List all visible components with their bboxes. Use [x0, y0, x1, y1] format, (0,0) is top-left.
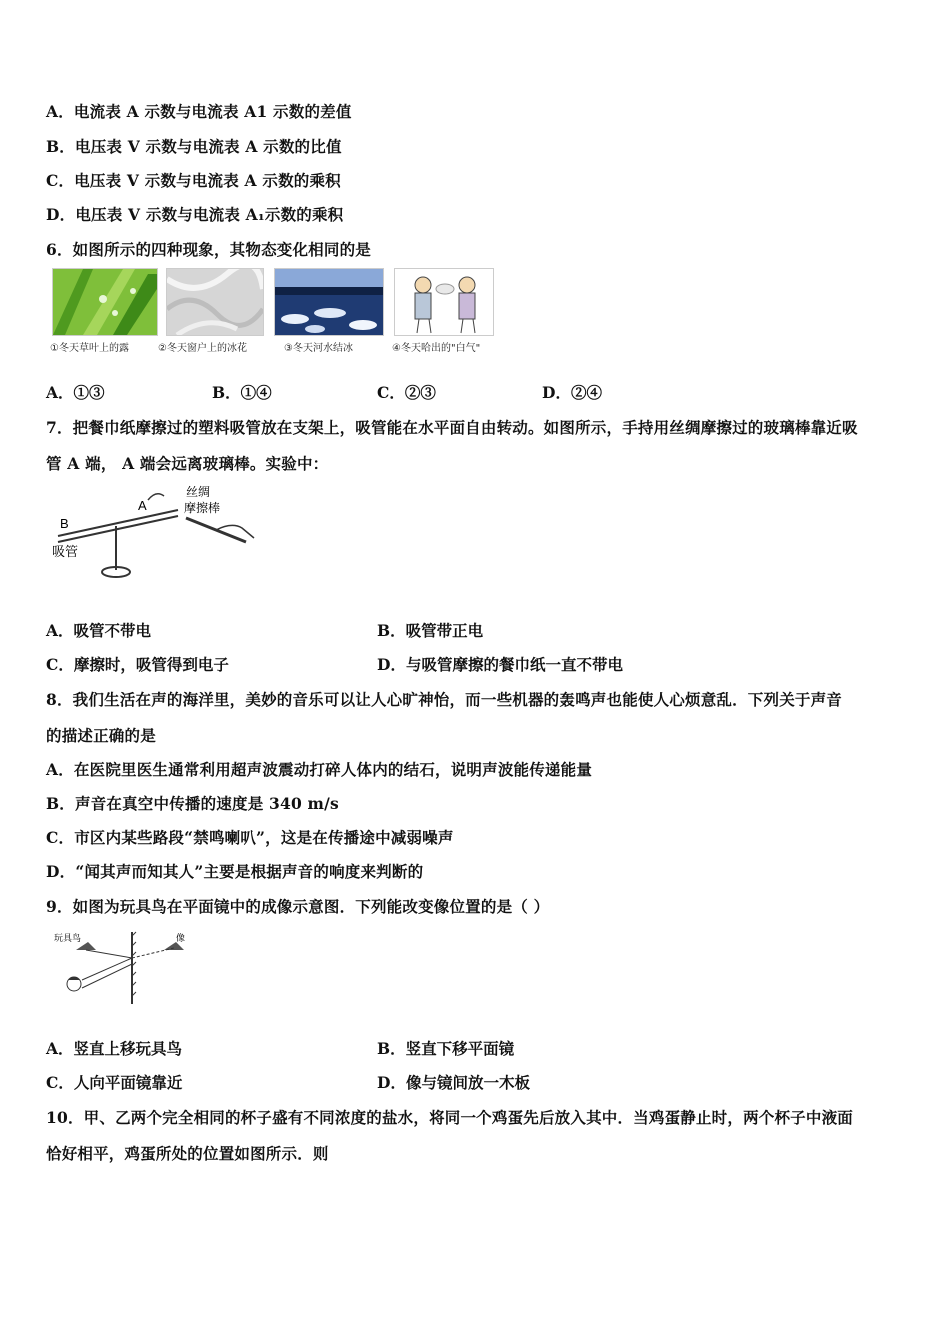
q6-option-b: B．①④	[212, 383, 272, 402]
river-ice-image	[274, 268, 384, 336]
q6-option-d: D．②④	[542, 383, 602, 402]
window-frost-image	[166, 268, 264, 336]
q7-stem-line2: 管 A 端， A 端会远离玻璃棒。实验中：	[46, 454, 329, 473]
q9-mirror-figure	[46, 928, 190, 1008]
label-toy-bird: 玩具鸟	[54, 934, 82, 944]
q9-stem: 9．如图为玩具鸟在平面镜中的成像示意图．下列能改变像位置的是（ ）	[46, 897, 550, 916]
q7-option-d: D．与吸管摩擦的餐巾纸一直不带电	[377, 655, 623, 674]
q9-option-a: A．竖直上移玩具鸟	[46, 1039, 183, 1058]
q8-option-b: B．声音在真空中传播的速度是 340 m/s	[46, 794, 339, 813]
q10-stem-line2: 恰好相平，鸡蛋所处的位置如图所示．则	[46, 1144, 329, 1163]
q6-stem: 6．如图所示的四种现象，其物态变化相同的是	[46, 240, 371, 259]
q8-stem-line2: 的描述正确的是	[46, 726, 156, 745]
caption-2: ②冬天窗户上的冰花	[158, 343, 247, 354]
caption-1: ①冬天草叶上的露	[50, 343, 129, 354]
q9-option-d: D．像与镜间放一木板	[377, 1073, 530, 1092]
caption-3: ③冬天河水结冰	[284, 343, 353, 354]
q7-straw-figure	[46, 484, 260, 588]
dew-grass-image	[52, 268, 158, 336]
q5-option-b: B．电压表 V 示数与电流表 A 示数的比值	[46, 137, 342, 156]
q5-option-c: C．电压表 V 示数与电流表 A 示数的乘积	[46, 171, 341, 190]
q8-option-c: C．市区内某些路段“禁鸣喇叭”，这是在传播途中减弱噪声	[46, 828, 454, 847]
label-b: B	[60, 516, 69, 531]
q5-option-d: D．电压表 V 示数与电流表 A₁示数的乘积	[46, 205, 344, 224]
q8-option-d: D．“闻其声而知其人”主要是根据声音的响度来判断的	[46, 862, 424, 881]
label-rod-bottom: 摩擦棒	[184, 501, 221, 515]
q7-stem-line1: 7．把餐巾纸摩擦过的塑料吸管放在支架上，吸管能在水平面自由转动。如图所示，手持用丝绸摩擦过的玻璃棒靠近吸	[46, 418, 858, 437]
q10-stem-line1: 10．甲、乙两个完全相同的杯子盛有不同浓度的盐水，将同一个鸡蛋先后放入其中．当鸡蛋静止时，两个杯子中液面	[46, 1108, 853, 1127]
q9-option-b: B．竖直下移平面镜	[377, 1039, 515, 1058]
q7-option-a: A．吸管不带电	[46, 621, 152, 640]
label-a: A	[138, 498, 147, 513]
label-rod-top: 丝绸	[186, 485, 211, 499]
q5-option-a: A．电流表 A 示数与电流表 A1 示数的差值	[46, 102, 352, 121]
q8-option-a: A．在医院里医生通常利用超声波震动打碎人体内的结石，说明声波能传递能量	[46, 760, 593, 779]
q6-option-c: C．②③	[377, 383, 436, 402]
caption-4: ④冬天哈出的"白气"	[392, 343, 481, 354]
q8-stem-line1: 8．我们生活在声的海洋里，美妙的音乐可以让人心旷神怡，而一些机器的轰鸣声也能使人心烦意乱．下列关于声音	[46, 690, 842, 709]
q6-option-a: A．①③	[46, 383, 105, 402]
q7-option-b: B．吸管带正电	[377, 621, 484, 640]
q7-option-c: C．摩擦时，吸管得到电子	[46, 655, 229, 674]
q9-option-c: C．人向平面镜靠近	[46, 1073, 183, 1092]
label-image: 像	[176, 934, 186, 944]
label-straw: 吸管	[52, 545, 79, 560]
q6-figure	[48, 268, 496, 354]
white-breath-image	[394, 268, 494, 336]
